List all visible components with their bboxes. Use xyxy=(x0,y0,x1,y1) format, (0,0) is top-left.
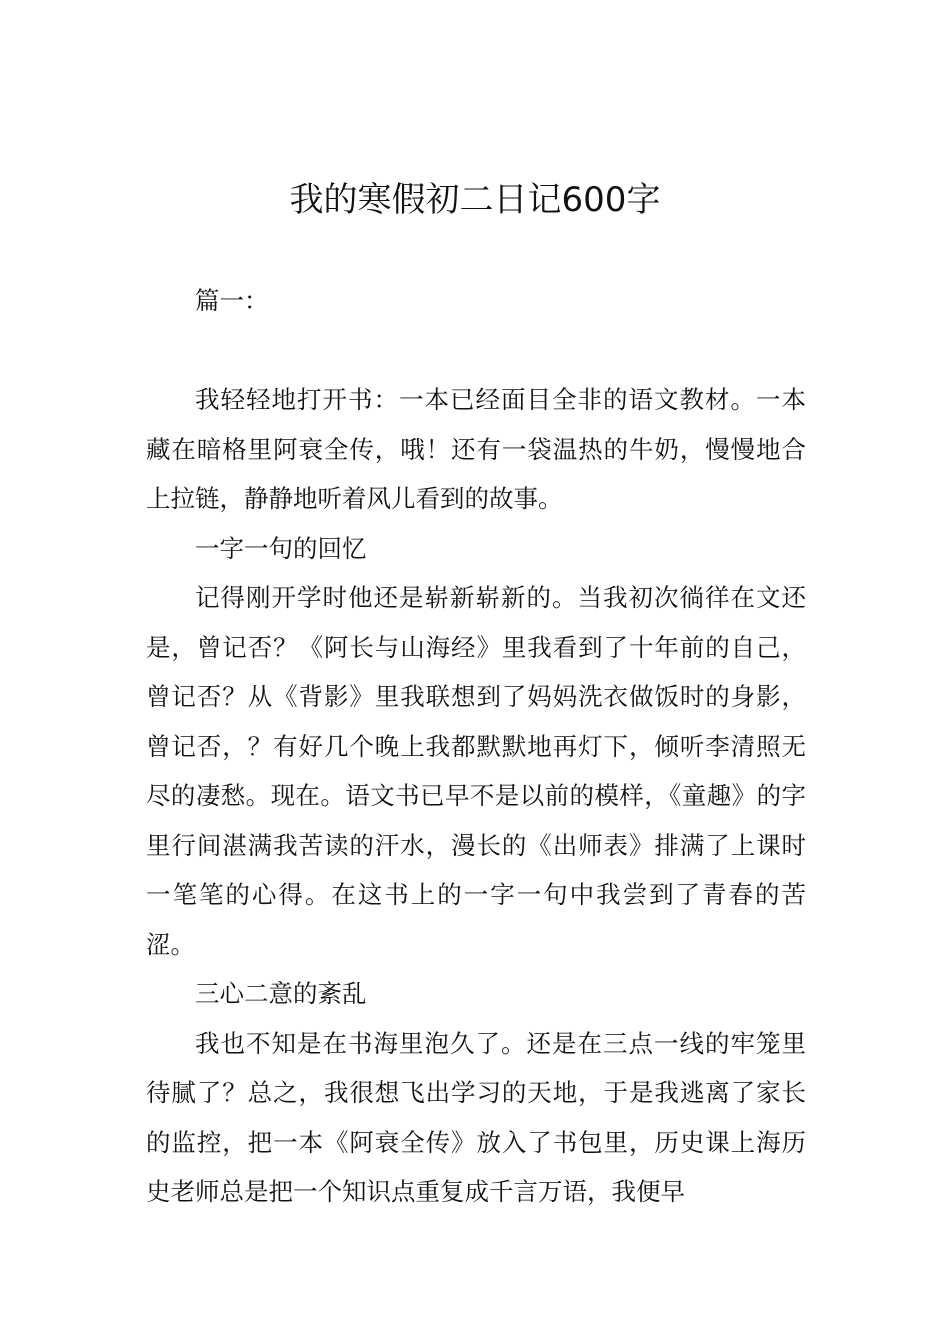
paragraph: 记得刚开学时他还是崭新崭新的。当我初次徜徉在文还是，曾记否？《阿长与山海经》里我看到了十年前的自己，曾记否？从《背影》里我联想到了妈妈洗衣做饭时的身影，曾记否，？有好几个晚上我都默默地再灯下，倾听李清照无尽的凄愁。现在。语文书已早不是以前的模样，《童趣》的字里行间湛满我苦读的汗水，漫长的《出师表》排满了上课时一笔笔的心得。在这书上的一字一句中我尝到了青春的苦涩。 xyxy=(146,583,806,959)
paragraph-subheading: 一字一句的回忆 xyxy=(195,533,367,563)
paragraph: 我也不知是在书海里泡久了。还是在三点一线的牢笼里待腻了？总之，我很想飞出学习的天地，于是我逃离了家长的监控，把一本《阿衰全传》放入了书包里，历史课上海历史老师总是把一个知识点重复成千言万语，我便早 xyxy=(146,1028,806,1206)
paragraph: 我轻轻地打开书：一本已经面目全非的语文教材。一本藏在暗格里阿衰全传，哦！还有一袋温热的牛奶，慢慢地合上拉链，静静地听着风儿看到的故事。 xyxy=(146,385,806,513)
document-title: 我的寒假初二日记600字 xyxy=(289,180,661,220)
paragraph-section-label: 篇一： xyxy=(195,286,269,315)
document-body xyxy=(146,276,806,1217)
paragraph-subheading: 三心二意的紊乱 xyxy=(195,979,367,1008)
